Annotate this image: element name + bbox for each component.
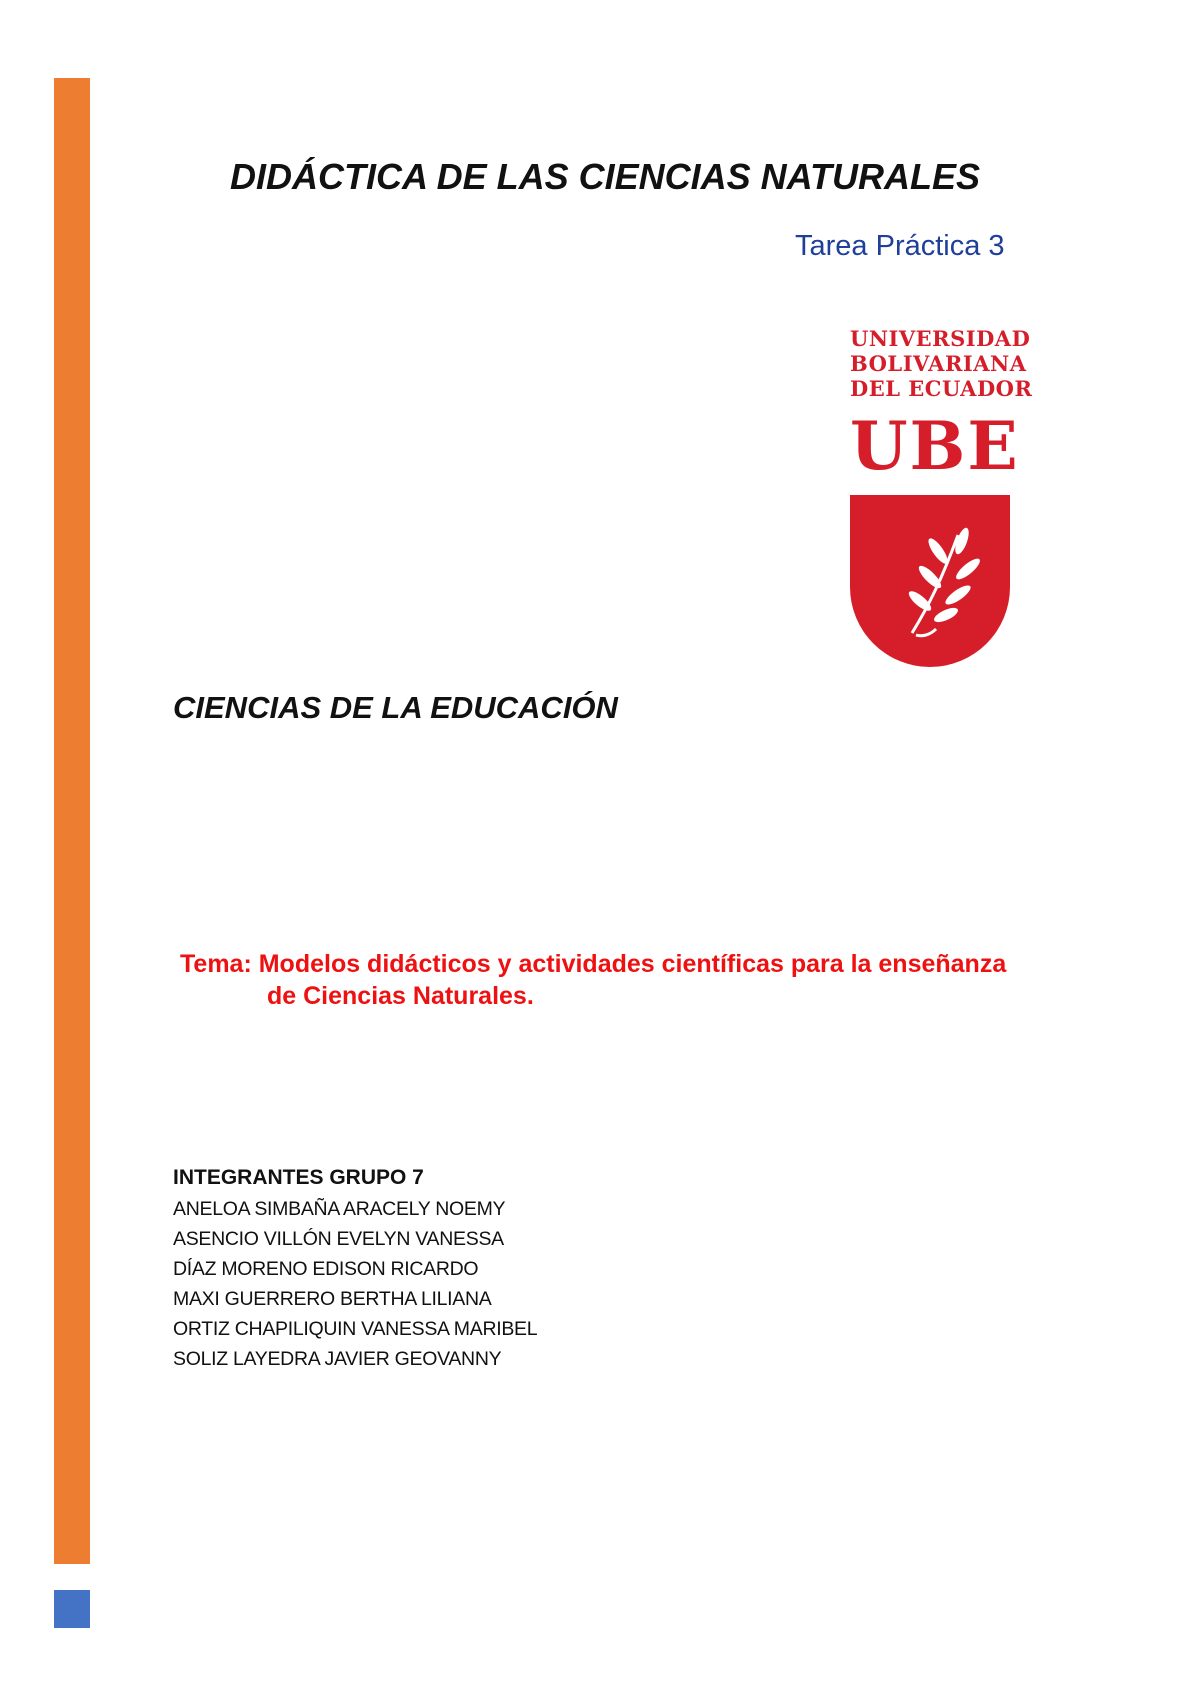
member-name: SOLIZ LAYEDRA JAVIER GEOVANNY [173, 1348, 502, 1370]
logo-line-ecuador: DEL ECUADOR [850, 376, 1033, 401]
university-logo [850, 326, 1033, 667]
faculty-name: CIENCIAS DE LA EDUCACIÓN [173, 690, 618, 725]
decorative-corner-square [54, 1590, 90, 1628]
logo-shield [850, 495, 1010, 667]
topic-block [180, 948, 1140, 1012]
members-list [173, 1194, 537, 1374]
member-name: ORTIZ CHAPILIQUIN VANESSA MARIBEL [173, 1318, 538, 1340]
logo-line-university: UNIVERSIDAD [850, 326, 1031, 351]
topic-line-2: de Ciencias Naturales. [267, 982, 534, 1010]
logo-abbreviation: UBE [850, 407, 1020, 485]
member-name: ANELOA SIMBAÑA ARACELY NOEMY [173, 1198, 506, 1220]
topic-line-1: Tema: Modelos didácticos y actividades científicas para la enseñanza [180, 950, 1007, 978]
member-name: MAXI GUERRERO BERTHA LILIANA [173, 1288, 492, 1310]
member-name: ASENCIO VILLÓN EVELYN VANESSA [173, 1228, 504, 1250]
assignment-subtitle: Tarea Práctica 3 [795, 230, 1005, 262]
member-name: DÍAZ MORENO EDISON RICARDO [173, 1258, 479, 1280]
logo-line-bolivariana: BOLIVARIANA [850, 351, 1027, 376]
document-title: DIDÁCTICA DE LAS CIENCIAS NATURALES [229, 156, 980, 197]
members-heading: INTEGRANTES GRUPO 7 [173, 1166, 424, 1189]
decorative-side-bar [54, 78, 90, 1564]
members-section [173, 1162, 537, 1374]
